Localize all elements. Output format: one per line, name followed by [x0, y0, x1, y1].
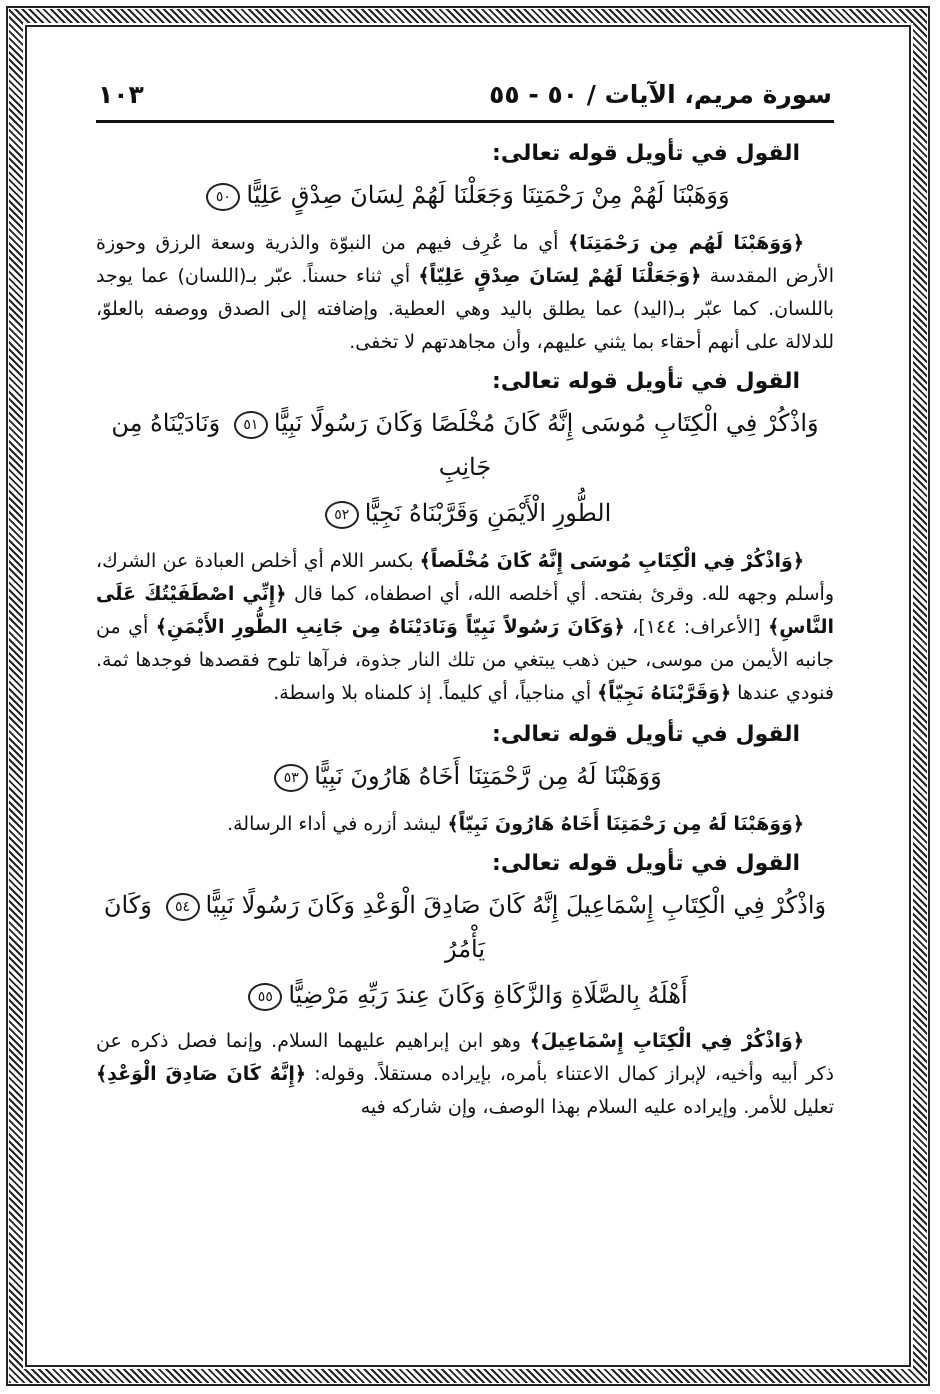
quoted-verse: ﴿إِنِّي اصْطَفَيْتُكَ عَلَى النَّاسِ﴾	[96, 583, 834, 638]
quoted-verse: ﴿وَقَرَّبْنَاهُ نَجِيّاً﴾	[597, 682, 732, 704]
quran-verse-line	[96, 173, 834, 217]
quoted-verse: ﴿إِنَّهُ كَانَ صَادِقَ الْوَعْدِ﴾	[96, 1063, 306, 1085]
commentary-text: بكسر اللام أي أخلص العبادة عن الشرك، وأسلم وجهه لله. وقرئ بفتحه. أي أخلصه الله، أي اصطفاه، كما قال	[96, 550, 835, 605]
quoted-verse: ﴿وَكَانَ رَسُولاً نَبِيّاً وَنَادَيْنَاهُ مِن جَانِبِ الطُّورِ الأَيْمَنِ﴾	[155, 616, 625, 638]
section-heading: القول في تأويل قوله تعالى:	[492, 141, 800, 166]
section-heading: القول في تأويل قوله تعالى:	[492, 369, 800, 394]
commentary-paragraph	[96, 227, 834, 359]
page-content	[96, 72, 834, 1342]
sections-container	[96, 137, 834, 1124]
commentary-text: تعليل للأمر. وإيراده عليه السلام بهذا الوصف، وإن شاركه فيه	[360, 1096, 834, 1118]
quoted-verse: ﴿وَاذْكُرْ فِي الْكِتَابِ مُوسَى إِنَّهُ كَانَ مُخْلَصاً﴾	[419, 550, 804, 572]
verse-text: وَاذْكُرْ فِي الْكِتَابِ إِسْمَاعِيلَ إِنَّهُ كَانَ صَادِقَ الْوَعْدِ وَكَانَ رَسُولًا نَبِيًّا	[205, 891, 827, 919]
commentary-text: أي من جانبه الأيمن من موسى، حين ذهب يبتغي من تلك النار جذوة، فرآها تلوح فقصدها فوجدها ثمة. فنودي عندها	[96, 616, 834, 704]
commentary-text: أي مناجياً، أي كليماً. إذ كلمناه بلا واسطة.	[273, 682, 598, 704]
verse-text: أَهْلَهُ بِالصَّلَاةِ وَالزَّكَاةِ وَكَانَ عِندَ رَبِّهِ مَرْضِيًّا	[288, 981, 688, 1009]
quran-verse-line	[96, 491, 834, 535]
verse-number-marker: ٥٣	[274, 764, 308, 792]
verse-text: وَوَهَبْنَا لَهُمْ مِنْ رَحْمَتِنَا وَجَعَلْنَا لَهُمْ لِسَانَ صِدْقٍ عَلِيًّا	[246, 181, 730, 209]
quran-verse-line	[96, 973, 834, 1017]
running-title: سورة مريم، الآيات / ٥٠ - ٥٥	[489, 80, 832, 109]
commentary-paragraph	[96, 545, 834, 710]
verse-number-marker: ٥٥	[248, 983, 282, 1011]
verse-number-marker: ٥٢	[325, 501, 359, 529]
verse-text: الطُّورِ الْأَيْمَنِ وَقَرَّبْنَاهُ نَجِيًّا	[364, 499, 612, 527]
verse-text-continued: وَنَادَيْنَاهُ مِن جَانِبِ	[111, 409, 492, 481]
verse-text: وَوَهَبْنَا لَهُ مِن رَّحْمَتِنَا أَخَاهُ هَارُونَ نَبِيًّا	[314, 762, 662, 790]
verse-number-marker: ٥١	[234, 411, 268, 439]
page-number: ١٠٣	[98, 80, 144, 109]
quoted-verse: ﴿وَوَهَبْنَا لَهُم مِن رَحْمَتِنَا﴾	[568, 232, 804, 254]
quran-verse-line	[96, 754, 834, 798]
commentary-paragraph	[96, 1025, 834, 1124]
quoted-verse: ﴿وَجَعَلْنَا لَهُمْ لِسَانَ صِدْقٍ عَلِيّاً﴾	[418, 265, 702, 287]
verse-number-marker: ٥٠	[206, 183, 240, 211]
verse-text: وَاذْكُرْ فِي الْكِتَابِ مُوسَى إِنَّهُ كَانَ مُخْلَصًا وَكَانَ رَسُولًا نَبِيًّا	[273, 409, 819, 437]
quran-verse-line	[96, 883, 834, 971]
verse-number-marker: ٥٤	[166, 893, 200, 921]
running-header	[96, 72, 834, 123]
commentary-text: أي ثناء حسناً. عبّر بـ(اللسان) عما يوجد باللسان. كما عبّر بـ(اليد) عما يطلق باليد وهي العطية. وإضافته إلى الصدق ووصفه بالعلوّ، للدلالة على أنهم أحقاء بما يثني عليهم، وأن مجاهدتهم لا تخفى.	[96, 265, 834, 353]
section-heading: القول في تأويل قوله تعالى:	[492, 722, 800, 747]
quoted-verse: ﴿وَاذْكُرْ فِي الْكِتَابِ إِسْمَاعِيلَ﴾	[529, 1030, 804, 1052]
commentary-text: ليشد أزره في أداء الرسالة.	[227, 813, 448, 835]
commentary-text: أي ما عُرِف فيهم من النبوّة والذرية وسعة الرزق وحوزة الأرض المقدسة	[96, 232, 834, 287]
section-heading: القول في تأويل قوله تعالى:	[492, 851, 800, 876]
quran-verse-line	[96, 401, 834, 489]
verse-text-continued: وَكَانَ يَأْمُرُ	[103, 891, 486, 963]
commentary-text: وهو ابن إبراهيم عليهما السلام. وإنما فصل ذكره عن ذكر أبيه وأخيه، لإبراز كمال الاعتناء بأمره، بإيراده مستقلاً. وقوله:	[96, 1030, 834, 1085]
commentary-paragraph	[96, 808, 834, 841]
commentary-text: [الأعراف: ١٤٤]،	[624, 616, 769, 638]
quoted-verse: ﴿وَوَهَبْنَا لَهُ مِن رَحْمَتِنَا أَخَاهُ هَارُونَ نَبِيّاً﴾	[447, 813, 804, 835]
